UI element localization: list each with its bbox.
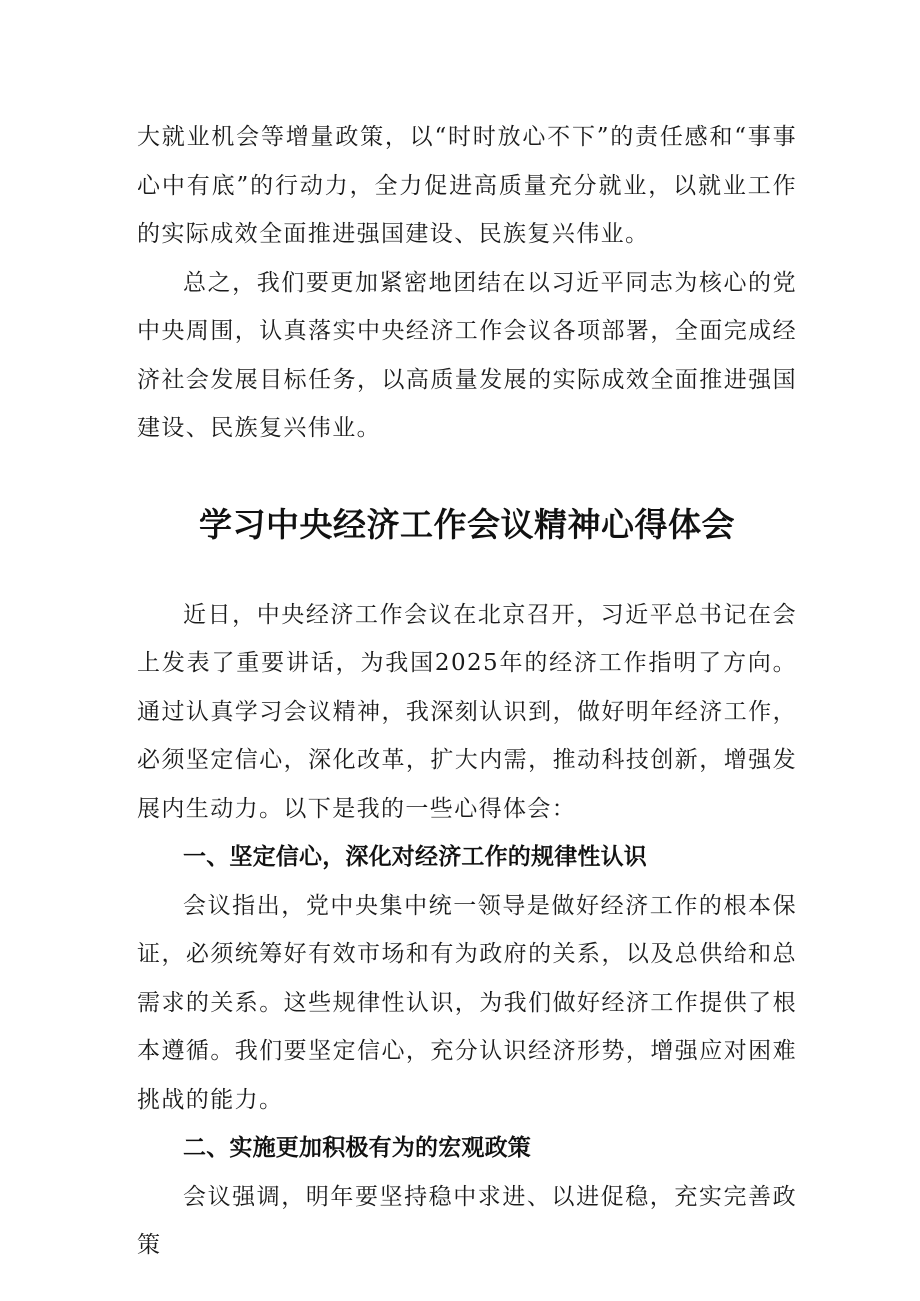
article-title: 学习中央经济工作会议精神心得体会 [199,504,735,544]
conclusion-paragraph: 总之，我们要更加紧密地团结在以习近平同志为核心的党中央周围，认真落实中央经济工作会议各项部署，全面完成经济社会发展目标任务，以高质量发展的实际成效全面推进强国建设、民族复兴伟业。 [137,269,797,441]
continuation-paragraph: 大就业机会等增量政策，以“时时放心不下”的责任感和“事事心中有底”的行动力，全力促进高质量充分就业，以就业工作的实际成效全面推进强国建设、民族复兴伟业。 [137,124,797,247]
section2-heading: 二、实施更加积极有为的宏观政策 [183,1135,531,1161]
section1-paragraph: 会议指出，党中央集中统一领导是做好经济工作的根本保证，必须统筹好有效市场和有为政府的关系，以及总供给和总需求的关系。这些规律性认识，为我们做好经济工作提供了根本遵循。我们要坚定信心，充分认识经济形势，增强应对困难挑战的能力。 [137,892,797,1113]
section2-paragraph: 会议强调，明年要坚持稳中求进、以进促稳，充实完善政策 [137,1183,797,1258]
document-page [137,113,797,1270]
intro-paragraph: 近日，中央经济工作会议在北京召开，习近平总书记在会上发表了重要讲话，为我国2025年的经济工作指明了方向。通过认真学习会议精神，我深刻认识到，做好明年经济工作，必须坚定信心，深化改革，扩大内需，推动科技创新，增强发展内生动力。以下是我的一些心得体会： [137,601,797,822]
section1-heading: 一、坚定信心，深化对经济工作的规律性认识 [183,844,647,870]
